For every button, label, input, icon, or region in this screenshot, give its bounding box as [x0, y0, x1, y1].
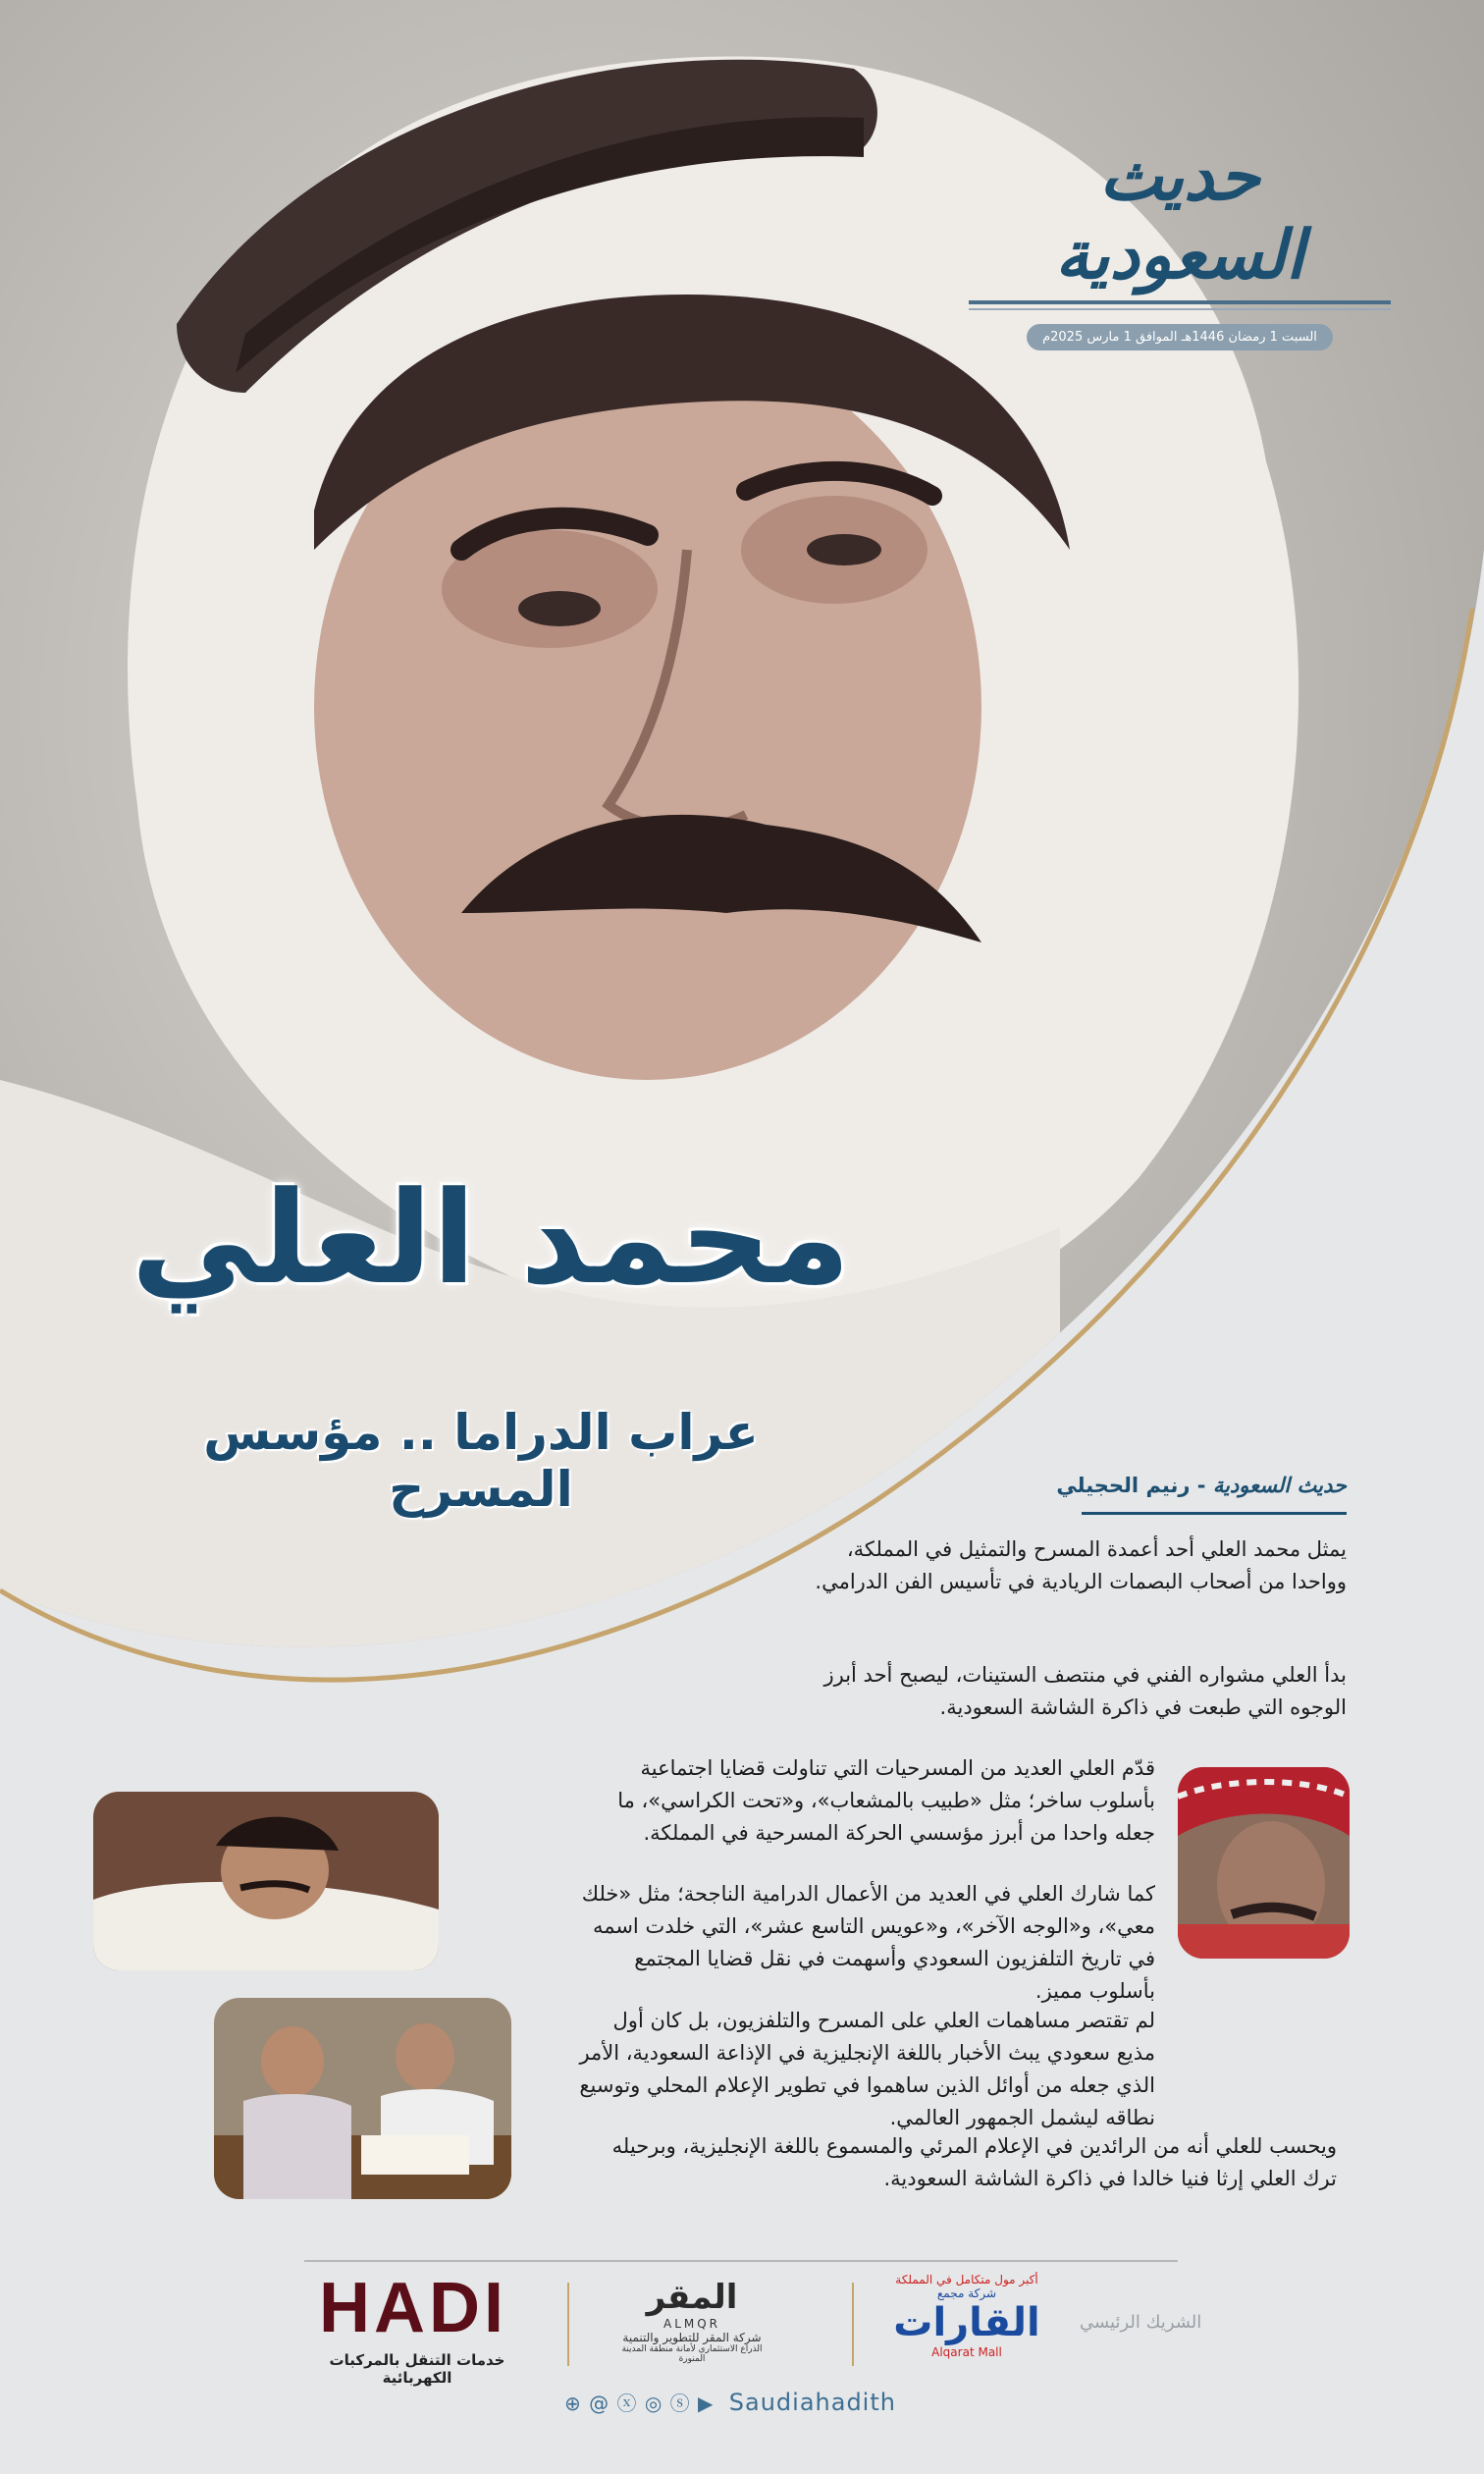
qarat-tagline: أكبر مول متكامل في المملكة [895, 2273, 1038, 2286]
headline-name: محمد العلي [131, 1163, 851, 1313]
youtube-icon[interactable]: ▶ [698, 2392, 715, 2415]
paragraph-6: ويحسب للعلي أنه من الرائدين في الإعلام المرئي والمسموع باللغة الإنجليزية، وبرحيله ترك العلي إرثا فنيا خالدا في ذاكرة الشاشة السعودية. [611, 2134, 1337, 2190]
paragraph-5: لم تقتصر مساهمات العلي على المسرح والتلفزيون، بل كان أول مذيع سعودي يبث الأخبار باللغة الإنجليزية في الإذاعة السعودية، الأمر الذي جعله من أوائل الذين ساهموا في تطوير الإعلام المحلي وتوسيع نطاقه ليشمل الجمهور العالمي. [579, 2009, 1155, 2129]
masthead [969, 137, 1391, 350]
social-links [564, 2388, 896, 2416]
email-icon[interactable]: @ [589, 2392, 610, 2415]
paragraph-2: بدأ العلي مشواره الفني في منتصف الستينات، ليصبح أحد أبرز الوجوه التي طبعت في ذاكرة الشاشة السعودية. [823, 1663, 1347, 1719]
paragraph-4: كما شارك العلي في العديد من الأعمال الدرامية الناجحة؛ مثل «خلك معي»، و«الوجه الآخر»، و«عويس التاسع عشر»، التي خلدت اسمه في تاريخ التلفزيون السعودي وأسهمت في نقل قضايا المجتمع بأسلوب مميز. [581, 1882, 1155, 2003]
x-icon[interactable]: ⓧ [616, 2392, 638, 2415]
photo-headdress [1178, 1767, 1350, 1959]
globe-icon[interactable]: ⊕ [564, 2392, 582, 2415]
almqr-title: المقر [646, 2278, 738, 2317]
almqr-subtitle: شركة المقر للتطوير والتنمية [622, 2331, 762, 2344]
qarat-title: القارات [893, 2300, 1040, 2345]
snapchat-icon[interactable]: ⓢ [669, 2392, 691, 2415]
main-partner-label: الشريك الرئيسي [1080, 2312, 1202, 2333]
paragraph-1: يمثل محمد العلي أحد أعمدة المسرح والتمثيل في المملكة، وواحدا من أصحاب البصمات الريادية في تأسيس الفن الدرامي. [815, 1537, 1347, 1593]
masthead-logo: حديث السعودية [1055, 137, 1304, 295]
qarat-logo [883, 2273, 1050, 2359]
photo-headdress-image [1178, 1767, 1350, 1959]
footer-rule [304, 2260, 1178, 2262]
masthead-rule-thin [969, 308, 1391, 310]
hadi-tagline: خدمات التنقل بالمركبات الكهربائية [329, 2351, 505, 2387]
almqr-subtitle-2: الذراع الاستثماري لأمانة منطقة المدينة المنورة [621, 2344, 763, 2364]
qarat-latin: Alqarat Mall [931, 2345, 1002, 2359]
footer-separator-1 [567, 2283, 569, 2366]
instagram-icon[interactable]: ◎ [644, 2392, 663, 2415]
social-icons [564, 2392, 721, 2415]
paragraph-3: قدّم العلي العديد من المسرحيات التي تناولت قضايا اجتماعية بأسلوب ساخر؛ مثل «طبيب بالمشعاب»، و«تحت الكراسي»، ما جعله واحدا من أبرز مؤسسي الحركة المسرحية في المملكة. [617, 1756, 1155, 1845]
byline-brand: حديث السعودية [1212, 1473, 1347, 1497]
hadi-logo: HADI [319, 2269, 507, 2347]
headline-subtitle: عراب الدراما .. مؤسس المسرح [203, 1404, 759, 1518]
photo-reclining [93, 1792, 439, 1970]
almqr-latin: ALMQR [662, 2317, 721, 2331]
masthead-rule [969, 300, 1391, 304]
byline [1056, 1473, 1347, 1497]
byline-rule [1082, 1512, 1347, 1515]
footer-separator-2 [852, 2283, 854, 2366]
byline-author: - رنيم الحجيلي [1056, 1474, 1213, 1497]
qarat-company: شركة مجمع [936, 2286, 997, 2300]
issue-date: السبت 1 رمضان 1446هـ الموافق 1 مارس 2025م [1027, 324, 1333, 350]
social-handle[interactable]: Saudiahadith [728, 2389, 896, 2416]
almqr-logo [609, 2278, 775, 2364]
photo-writing [214, 1998, 511, 2199]
photo-reclining-image [93, 1792, 439, 1970]
photo-writing-image [214, 1998, 511, 2199]
